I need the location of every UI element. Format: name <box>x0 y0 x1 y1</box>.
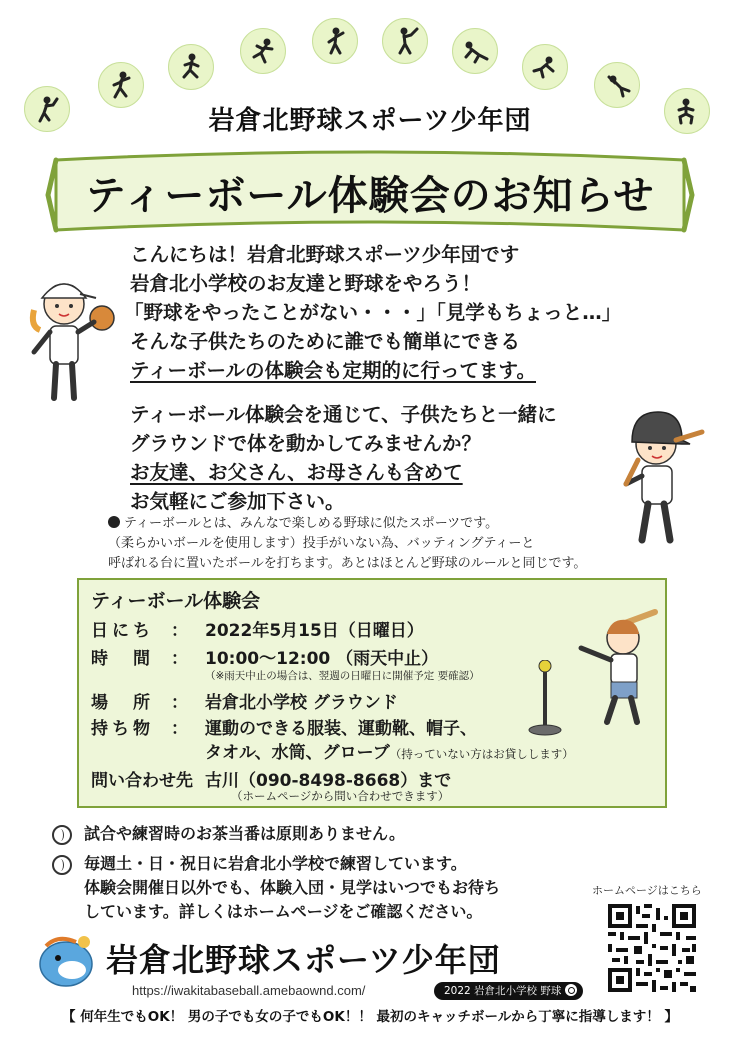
search-badge <box>434 982 583 1000</box>
contact-label: 問い合わせ先 <box>91 771 193 791</box>
batting-tee-illustration <box>525 660 565 738</box>
intro-text <box>124 240 690 385</box>
event-items-row-2 <box>205 738 574 763</box>
intro-line: お気軽にご参加下さい。 <box>130 490 345 513</box>
qr-code[interactable] <box>606 902 698 994</box>
items-label: 持ち物 <box>91 719 154 739</box>
intro-line: 「野球をやったことがない・・・」「見学もちょっと…」 <box>124 301 622 324</box>
date-value: 2022年5月15日（日曜日） <box>205 621 424 641</box>
items-value-1: 運動のできる服装、運動靴、帽子、 <box>205 719 477 739</box>
kid-at-tee-illustration <box>571 604 663 734</box>
place-value: 岩倉北小学校 グラウンド <box>205 693 398 713</box>
contact-value: 古川（090-8498-8668）まで <box>205 771 452 791</box>
date-label: 日にち <box>91 621 154 641</box>
list-item <box>52 822 582 846</box>
baseball-bullet-icon <box>108 516 120 528</box>
list-item-text: 試合や練習時のお茶当番は原則ありません。 <box>84 824 405 843</box>
homepage-label: ホームページはこちら <box>592 884 702 897</box>
swing-icon <box>382 18 428 64</box>
time-value: 10:00～12:00 （雨天中止） <box>205 649 439 669</box>
intro-line: グラウンドで体を動かしてみませんか？ <box>130 432 482 455</box>
intro-text-2 <box>130 400 630 516</box>
teeball-definition-note <box>108 514 608 574</box>
search-badge-text: 2022 岩倉北小学校 野球 <box>444 985 562 997</box>
list-item-text: 体験会開催日以外でも、体験入団・見学はいつでもお待ち <box>84 878 501 897</box>
time-note: （※雨天中止の場合は、翌週の日曜日に開催予定 要確認） <box>205 670 480 682</box>
items-value-2: タオル、水筒、グローブ <box>205 743 390 763</box>
footer-club-name: 岩倉北野球スポーツ少年団 <box>106 941 501 979</box>
event-date-row <box>91 616 424 641</box>
baseball-icon <box>52 855 72 875</box>
event-time-row <box>91 644 438 669</box>
footer-tagline: 【 何年生でもOK！ 男の子でも女の子でもOK！！ 最初のキャッチボールから丁寧に指導します！ 】 <box>62 1009 678 1025</box>
diving-icon <box>522 44 568 90</box>
list-item-text: 毎週土・日・祝日に岩倉北小学校で練習しています。 <box>84 854 467 873</box>
colon: ： <box>171 621 188 641</box>
fielder-icon <box>312 18 358 64</box>
note-line: ティーボールとは、みんなで楽しめる野球に似たスポーツです。 <box>124 516 499 531</box>
title-banner <box>42 150 698 236</box>
list-item <box>52 852 582 924</box>
catcher-icon <box>240 28 286 74</box>
runner-icon <box>168 44 214 90</box>
homepage-url-link[interactable]: https://iwakitabaseball.amebaownd.com/ <box>132 983 366 998</box>
boy-batter-illustration <box>618 400 710 550</box>
colon: ： <box>171 649 188 669</box>
search-icon <box>565 984 577 996</box>
place-label: 場 所 <box>91 693 154 713</box>
note-line: 呼ばれる台に置いたボールを打ちます。あとはほとんど野球のルールと同じです。 <box>108 556 587 571</box>
colon: ： <box>171 693 188 713</box>
event-items-row <box>91 714 477 739</box>
list-item-text: しています。詳しくはホームページをご確認ください。 <box>84 902 483 921</box>
intro-line-underlined: お友達、お父さん、お母さんも含めて <box>130 461 463 484</box>
notice-list <box>52 822 582 924</box>
contact-note: （ホームページから問い合わせできます） <box>231 789 450 803</box>
girl-with-glove-illustration <box>26 270 122 410</box>
intro-line-underlined: ティーボールの体験会も定期的に行ってます。 <box>130 359 536 382</box>
baseball-icon <box>52 825 72 845</box>
event-title: ティーボール体験会 <box>91 590 261 612</box>
club-mascot-logo <box>36 932 98 988</box>
intro-line: こんにちは！岩倉北野球スポーツ少年団です <box>130 243 520 266</box>
time-label: 時 間 <box>91 649 154 669</box>
event-info-box <box>77 578 667 808</box>
slider-icon <box>452 28 498 74</box>
colon: ： <box>171 719 188 739</box>
items-note: （持っていない方はお貸しします） <box>389 747 574 761</box>
club-name-header: 岩倉北野球スポーツ少年団 <box>208 106 532 136</box>
event-place-row <box>91 688 398 713</box>
intro-line: 岩倉北小学校のお友達と野球をやろう！ <box>130 272 482 295</box>
intro-line: ティーボール体験会を通じて、子供たちと一緒に <box>130 403 557 426</box>
note-line: （柔らかいボールを使用します）投手がいない為、バッティングティーと <box>108 536 535 551</box>
page-title: ティーボール体験会のお知らせ <box>85 173 655 219</box>
intro-line: そんな子供たちのために誰でも簡単にできる <box>130 330 521 353</box>
